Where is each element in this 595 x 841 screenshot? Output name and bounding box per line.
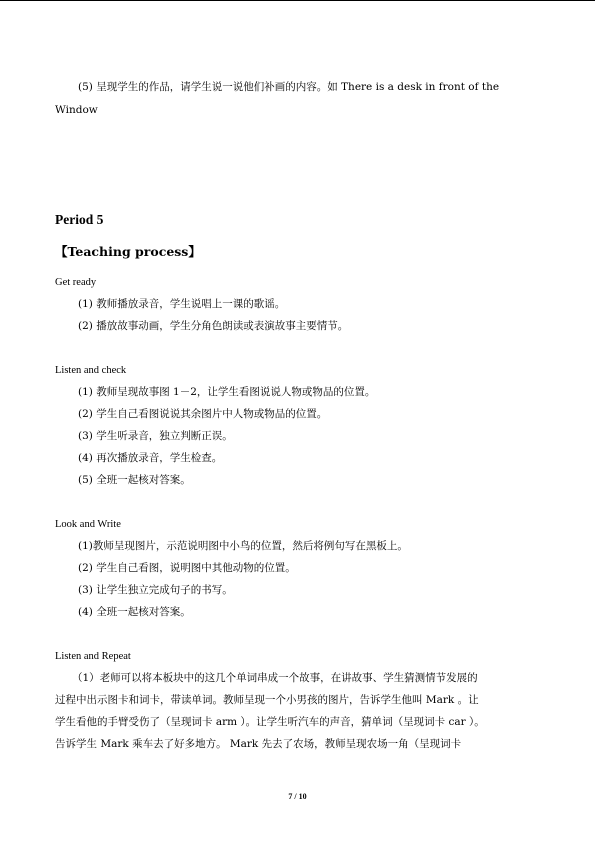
list-item: (1) 教师播放录音，学生说唱上一课的歌谣。	[78, 298, 286, 310]
section-heading-get-ready: Get ready	[55, 277, 97, 288]
list-item: (4) 全班一起核对答案。	[78, 606, 191, 618]
list-item: (2) 播放故事动画，学生分角色朗读或表演故事主要情节。	[78, 320, 349, 332]
section-heading-listen-and-check: Listen and check	[55, 365, 127, 376]
page-number: 7 / 10	[288, 792, 307, 801]
list-item: (3) 学生听录音，独立判断正误。	[78, 430, 233, 442]
teaching-process-heading: 【Teaching process】	[55, 244, 201, 259]
list-item: (2) 学生自己看图，说明图中其他动物的位置。	[78, 562, 296, 574]
section-heading-look-and-write: Look and Write	[55, 519, 121, 530]
paragraph-line: （1）老师可以将本板块中的这几个单词串成一个故事，在讲故事、学生猜测情节发展的	[72, 672, 478, 684]
list-item: (5) 全班一起核对答案。	[78, 474, 191, 486]
list-item: (4) 再次播放录音，学生检查。	[78, 452, 223, 464]
list-item: (2) 学生自己看图说说其余图片中人物或物品的位置。	[78, 408, 328, 420]
period-title: Period 5	[55, 212, 104, 227]
paragraph-line: 告诉学生 Mark 乘车去了好多地方。 Mark 先去了农场，教师呈现农场一角（呈现词卡	[55, 738, 462, 750]
paragraph-line: 过程中出示图卡和词卡，带读单词。教师呈现一个小男孩的图片，告诉学生他叫 Mark 。让	[55, 694, 479, 706]
top-rule	[0, 0, 595, 1]
section-heading-listen-and-repeat: Listen and Repeat	[55, 651, 131, 662]
list-item: (1)教师呈现图片，示范说明图中小鸟的位置，然后将例句写在黑板上。	[78, 540, 408, 552]
paragraph-line: 学生看他的手臂受伤了（呈现词卡 arm ）。让学生听汽车的声音，猜单词（呈现词卡 car ）。	[55, 716, 485, 728]
intro-line-2: Window	[55, 104, 98, 116]
list-item: (1) 教师呈现故事图 1－2，让学生看图说说人物或物品的位置。	[78, 386, 376, 398]
intro-line-1: (5) 呈现学生的作品，请学生说一说他们补画的内容。如 There is a desk in front of the	[78, 81, 500, 93]
list-item: (3) 让学生独立完成句子的书写。	[78, 584, 233, 596]
